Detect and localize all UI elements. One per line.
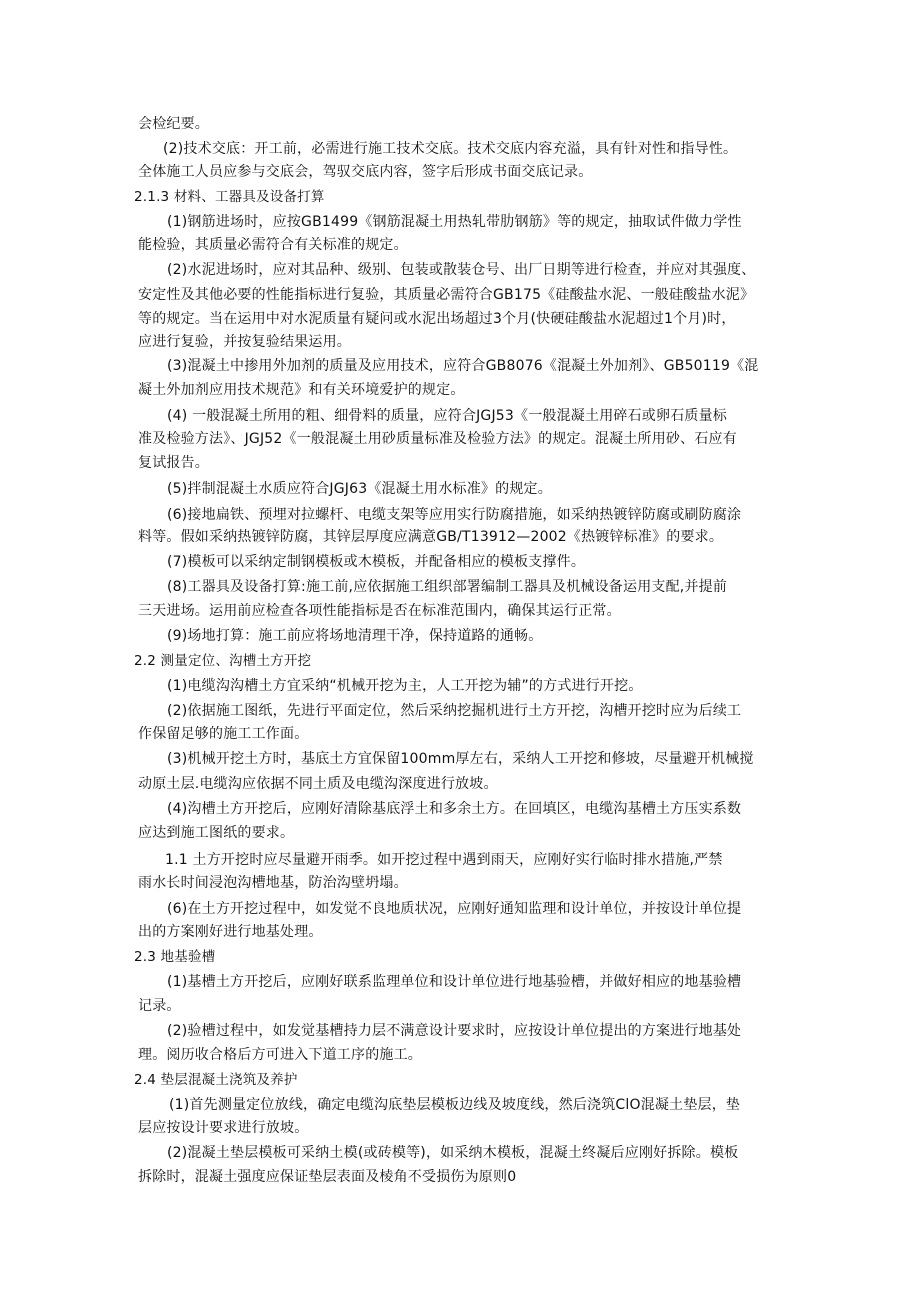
text-line: 能检验，其质量必需符合有关标准的规定。 [138, 237, 408, 253]
text-line: 出的方案刚好进行地基处理。 [138, 924, 323, 940]
text-line: (7)模板可以采纳定制钢模板或木模板，并配备相应的模板支撑件。 [167, 554, 586, 570]
text-line: 料等。假如采纳热镀锌防腐，其锌层厚度应满意GB/T13912—2002《热镀锌标准》的要求。 [138, 529, 724, 545]
text-line: 记录。 [138, 998, 181, 1014]
text-line: 全体施工人员应参与交底会，驾驭交底内容，签字后形成书面交底记录。 [138, 164, 593, 180]
text-line: (2)验槽过程中，如发觉基槽持力层不满意设计要求时，应按设计单位提出的方案进行地基处 [167, 1023, 742, 1039]
text-line: 会检纪要。 [138, 116, 209, 132]
text-line: (1)电缆沟沟槽土方宜采纳“机械开挖为主，人工开挖为辅”的方式进行开挖。 [167, 678, 643, 694]
text-line: (3)混凝土中掺用外加剂的质量及应用技术，应符合GB8076《混凝土外加剂》、GB50119《混 [167, 358, 759, 374]
text-line: (2)水泥进场时，应对其品种、级别、包装或散装仓号、出厂日期等进行检查，并应对其强度、 [167, 262, 756, 278]
text-line: 三天进场。运用前应检查各项性能指标是否在标准范围内，确保其运行正常。 [138, 603, 621, 619]
text-line: (1)首先测量定位放线，确定电缆沟底垫层模板边线及坡度线，然后浇筑ClO混凝土垫层，垫 [169, 1097, 741, 1113]
text-line: 应达到施工图纸的要求。 [138, 825, 295, 841]
text-line: 准及检验方法》、JGJ52《一般混凝土用砂质量标准及检验方法》的规定。混凝土所用砂、石应有 [138, 431, 737, 447]
text-line: (2)混凝土垫层模板可采纳土模(或砖模等)，如采纳木模板，混凝土终凝后应刚好拆除。模板 [167, 1145, 739, 1161]
section-heading: 2.4 垫层混凝土浇筑及养护 [134, 1072, 298, 1088]
text-line: (9)场地打算：施工前应将场地清理干净，保持道路的通畅。 [167, 628, 543, 644]
text-line: (6)在土方开挖过程中，如发觉不良地质状况，应刚好通知监理和设计单位，并按设计单位提 [167, 901, 742, 917]
text-line: (4)沟槽土方开挖后，应刚好清除基底浮土和多余土方。在回填区，电缆沟基槽土方压实系数 [167, 801, 742, 817]
text-line: (5)拌制混凝土水质应符合JGJ63《混凝土用水标准》的规定。 [167, 481, 552, 497]
section-heading: 2.2 测量定位、沟槽土方开挖 [134, 653, 312, 669]
section-heading: 2.3 地基验槽 [134, 949, 216, 965]
text-line: 拆除时，混凝土强度应保证垫层表面及棱角不受损伤为原则0 [138, 1169, 517, 1185]
text-line: (2)技术交底：开工前，必需进行施工技术交底。技术交底内容充溢，具有针对性和指导性。 [163, 141, 738, 157]
text-line: 1.1 土方开挖时应尽量避开雨季。如开挖过程中遇到雨天，应刚好实行临时排水措施,严禁 [165, 852, 723, 868]
text-line: (3)机械开挖土方时，基底土方宜保留100mm厚左右，采纳人工开挖和修坡，尽量避开机械搅 [167, 751, 754, 767]
text-line: 雨水长时间浸泡沟槽地基，防治沟壁坍塌。 [138, 875, 408, 891]
text-line: (8)工器具及设备打算:施工前,应依据施工组织部署编制工器具及机械设备运用支配,并提前 [167, 579, 728, 595]
text-line: 等的规定。当在运用中对水泥质量有疑问或水泥出场超过3个月(快硬硅酸盐水泥超过1个月)时， [138, 311, 736, 327]
text-line: (2)依据施工图纸，先进行平面定位，然后采纳挖掘机进行土方开挖，沟槽开挖时应为后续工 [167, 703, 742, 719]
text-line: (4) 一般混凝土所用的粗、细骨料的质量，应符合JGJ53《一般混凝土用碎石或卵石质量标 [167, 408, 727, 424]
text-line: 安定性及其他必要的性能指标进行复验，其质量必需符合GB175《硅酸盐水泥、一般硅酸盐水泥》 [138, 287, 755, 303]
text-line: 理。阅历收合格后方可进入下道工序的施工。 [138, 1047, 422, 1063]
text-line: 凝土外加剂应用技术规范》和有关环境爱护的规定。 [138, 382, 465, 398]
text-line: 应进行复验，并按复验结果运用。 [138, 334, 351, 350]
text-line: 动原土层.电缆沟应依据不同土质及电缆沟深度进行放坡。 [138, 776, 498, 792]
text-line: 作保留足够的施工工作面。 [138, 726, 309, 742]
text-line: (1)钢筋进场时，应按GB1499《钢筋混凝土用热轧带肋钢筋》等的规定，抽取试件做力学性 [167, 214, 742, 230]
text-line: 层应按设计要求进行放坡。 [138, 1120, 309, 1136]
section-heading: 2.1.3 材料、工器具及设备打算 [134, 189, 325, 205]
text-line: (6)接地扁铁、预埋对拉螺杆、电缆支架等应用实行防腐措施，如采纳热镀锌防腐或刷防腐涂 [167, 507, 742, 523]
text-line: 复试报告。 [138, 455, 209, 471]
text-line: (1)基槽土方开挖后，应刚好联系监理单位和设计单位进行地基验槽，并做好相应的地基验槽 [167, 974, 742, 990]
